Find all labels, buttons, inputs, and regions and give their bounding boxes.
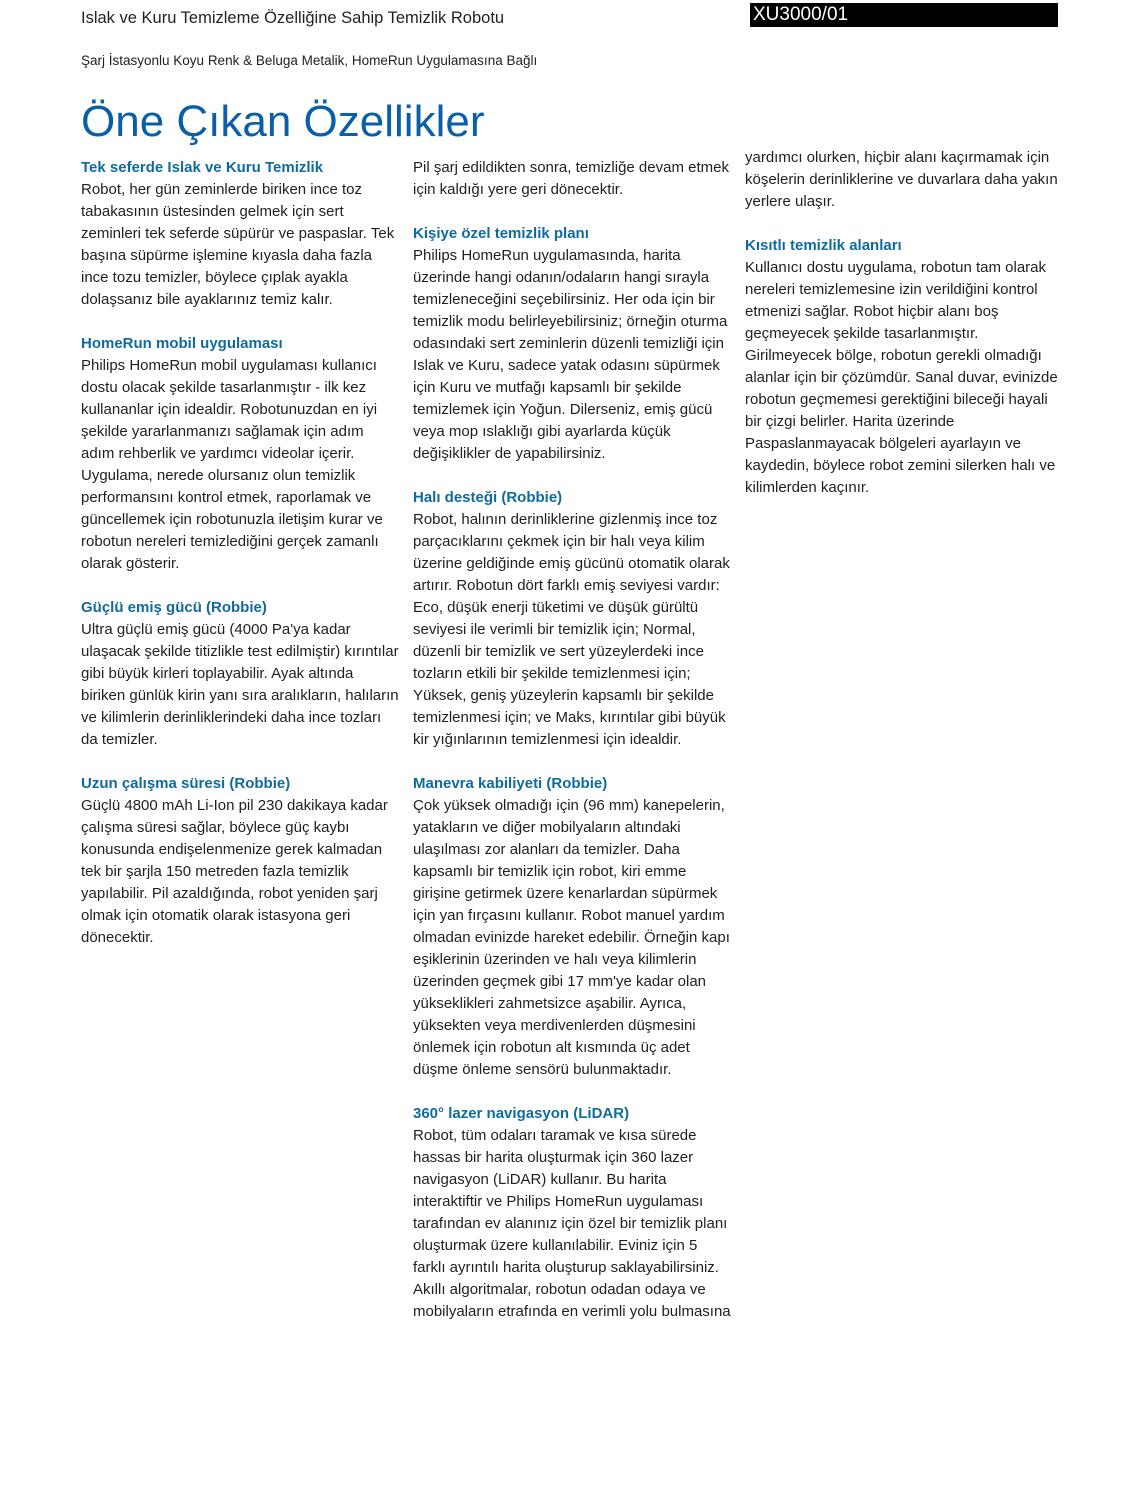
page-heading: Öne Çıkan Özellikler	[81, 97, 485, 146]
product-title: Islak ve Kuru Temizleme Özelliğine Sahip Temizlik Robotu	[81, 9, 505, 27]
feature-body: Robot, halının derinliklerine gizlenmiş ince toz parçacıklarını çekmek için bir halı veya kilim üzerine geldiğinde emiş gücünü otomatik olarak artırır. Robotun dört farklı emiş seviyesi vardır: Eco, düşük enerji tüketimi ve düşük gürültü seviyesi ile verimli bir temizlik için; Normal, düzenli bir temizlik ve sert yüzeylerdeki ince tozların etkili bir şekilde temizlenmesi için; Yüksek, geniş yüzeylerin kapsamlı bir şekilde temizlenmesi için; ve Maks, kırıntılar gibi büyük kir yığınlarının temizlenmesi için idealdir.	[413, 511, 730, 748]
feature-title: Tek seferde Islak ve Kuru Temizlik	[81, 159, 324, 176]
continued-body: Pil şarj edildikten sonra, temizliğe devam etmek için kaldığı yere geri dönecektir.	[413, 159, 729, 198]
feature-title: Kişiye özel temizlik planı	[413, 225, 589, 242]
column-1	[81, 157, 399, 971]
feature-section	[413, 223, 731, 465]
feature-body: Robot, her gün zeminlerde biriken ince toz tabakasının üstesinden gelmek için sert zeminleri tek seferde süpürür ve paspaslar. Tek başına süpürme işlemine kıyasla daha fazla ince tozu temizler, böylece çıplak ayakla dolaşsanız bile ayaklarınız temiz kalır.	[81, 181, 395, 308]
feature-section	[81, 157, 399, 311]
feature-body: Kullanıcı dostu uygulama, robotun tam olarak nereleri temizlemesine izin verildiğini kontrol etmenizi sağlar. Robot hiçbir alanı boş geçmeyecek şekilde tasarlanmıştır. Girilmeyecek bölge, robotun gerekli olmadığı alanlar için bir çözümdür. Sanal duvar, evinizde robotun geçmemesi gerektiğini bileceği hayali bir çizgi belirler. Harita üzerinde Paspaslanmayacak bölgeleri ayarlayın ve kaydedin, böylece robot zemini silerken halı ve kilimlerden kaçınır.	[745, 259, 1058, 496]
feature-title: 360° lazer navigasyon (LiDAR)	[413, 1105, 630, 1122]
feature-section	[81, 333, 399, 575]
feature-title: Halı desteği (Robbie)	[413, 489, 563, 506]
feature-body: Güçlü 4800 mAh Li-Ion pil 230 dakikaya kadar çalışma süresi sağlar, böylece güç kaybı konusunda endişelenmenize gerek kalmadan tek bir şarjla 150 metreden fazla temizlik yapılabilir. Pil azaldığında, robot yeniden şarj olmak için otomatik olarak istasyona geri dönecektir.	[81, 797, 388, 946]
feature-body: Philips HomeRun mobil uygulaması kullanıcı dostu olacak şekilde tasarlanmıştır - ilk kez kullananlar için idealdir. Robotunuzdan en iyi şekilde yararlanmanızı sağlamak için adım adım rehberlik ve yardımcı videolar içerir. Uygulama, nerede olursanız olun temizlik performansını kontrol etmek, raporlamak ve güncellemek için robotunuzla iletişim kurar ve robotun nereleri temizlediğini gerçek zamanlı olarak gösterir.	[81, 357, 383, 572]
feature-title: Manevra kabiliyeti (Robbie)	[413, 775, 608, 792]
feature-title: Kısıtlı temizlik alanları	[745, 237, 902, 254]
feature-section	[745, 235, 1063, 499]
continued-body: yardımcı olurken, hiçbir alanı kaçırmamak için köşelerin derinliklerine ve duvarlara daha yakın yerlere ulaşır.	[745, 149, 1058, 210]
column-3	[745, 147, 1063, 521]
feature-body: Philips HomeRun uygulamasında, harita üzerinde hangi odanın/odaların hangi sırayla temizleneceğini seçebilirsiniz. Her oda için bir temizlik modu belirleyebilirsiniz; örneğin oturma odasındaki sert zeminlerin düzenli temizliği için Islak ve Kuru, sadece yatak odasını süpürmek için Kuru ve mutfağı kapsamlı bir şekilde temizlemek için Yoğun. Dilerseniz, emiş gücü veya mop ıslaklığı gibi ayarlarda küçük değişiklikler de yapabilirsiniz.	[413, 247, 728, 462]
feature-title: Uzun çalışma süresi (Robbie)	[81, 775, 291, 792]
continued-text	[413, 157, 731, 201]
feature-section	[413, 1103, 731, 1323]
feature-section	[413, 487, 731, 751]
column-2	[413, 157, 731, 1345]
feature-body: Ultra güçlü emiş gücü (4000 Pa'ya kadar ulaşacak şekilde titizlikle test edilmiştir) kırıntılar gibi büyük kirleri toplayabilir. Ayak altında biriken günlük kirin yanı sıra aralıkların, halıların ve kilimlerin derinliklerindeki daha ince tozları da temizler.	[81, 621, 399, 748]
feature-title: Güçlü emiş gücü (Robbie)	[81, 599, 267, 616]
feature-body: Robot, tüm odaları taramak ve kısa sürede hassas bir harita oluşturmak için 360 lazer navigasyon (LiDAR) kullanır. Bu harita interaktiftir ve Philips HomeRun uygulaması tarafından ev alanınız için özel bir temizlik planı oluşturmak üzere kullanılabilir. Eviniz için 5 farklı ayrıntılı harita oluşturup saklayabilirsiniz. Akıllı algoritmalar, robotun odadan odaya ve mobilyaların etrafında en verimli yolu bulmasına	[413, 1127, 731, 1320]
model-code-badge: XU3000/01	[750, 3, 1058, 27]
product-subtitle: Şarj İstasyonlu Koyu Renk & Beluga Metalik, HomeRun Uygulamasına Bağlı	[81, 53, 538, 68]
feature-body: Çok yüksek olmadığı için (96 mm) kanepelerin, yatakların ve diğer mobilyaların altındaki ulaşılması zor alanları da temizler. Daha kapsamlı bir temizlik için robot, kiri emme girişine getirmek üzere kenarlardan süpürmek için yan fırçasını kullanır. Robot manuel yardım olmadan evinizde hareket edebilir. Örneğin kapı eşiklerinin üzerinden ve halı veya kilimlerin üzerinden geçmek gibi 17 mm'ye kadar olan yükseklikleri zahmetsizce aşabilir. Ayrıca, yüksekten veya merdivenlerden düşmesini önlemek için robotun alt kısmında üç adet düşme önleme sensörü bulunmaktadır.	[413, 797, 730, 1078]
feature-title: HomeRun mobil uygulaması	[81, 335, 283, 352]
feature-section	[413, 773, 731, 1081]
feature-section	[81, 597, 399, 751]
continued-text	[745, 147, 1063, 213]
feature-section	[81, 773, 399, 949]
